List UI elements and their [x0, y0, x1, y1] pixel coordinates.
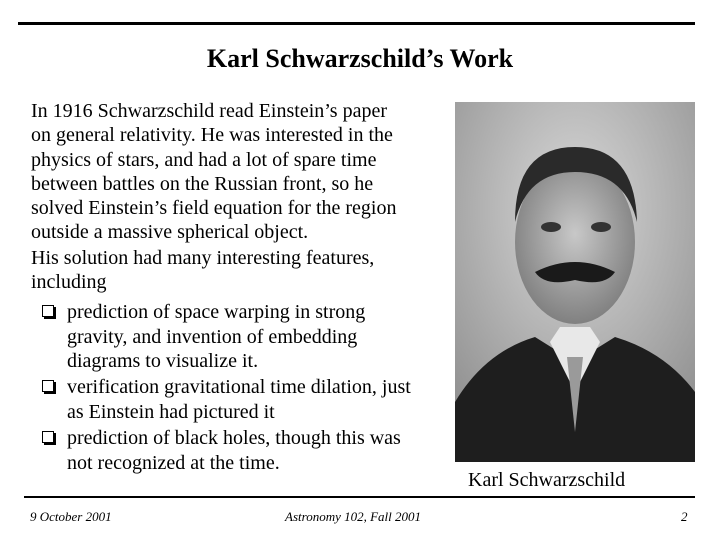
checkbox-bullet-icon: [42, 431, 54, 443]
bullet-line: not recognized at the time.: [67, 452, 280, 474]
text-line: His solution had many interesting features,: [31, 247, 375, 269]
bullet-line: prediction of black holes, though this was: [67, 427, 401, 449]
slide-title: Karl Schwarzschild’s Work: [206, 44, 514, 73]
bullet-line: as Einstein had pictured it: [67, 401, 275, 423]
text-line: solved Einstein’s field equation for the region: [31, 197, 397, 219]
bullet-line: verification gravitational time dilation, just: [67, 376, 411, 398]
bottom-rule: [24, 496, 695, 498]
checkbox-bullet-icon: [42, 380, 54, 392]
bullet-line: gravity, and invention of embedding: [67, 326, 358, 348]
bullet-line: prediction of space warping in strong: [67, 301, 366, 323]
text-line: between battles on the Russian front, so he: [31, 173, 374, 195]
text-line: In 1916 Schwarzschild read Einstein’s paper: [31, 100, 388, 122]
portrait-photo: [455, 102, 695, 462]
bullet-line: diagrams to visualize it.: [67, 350, 259, 372]
page-number: 2: [681, 509, 688, 524]
checkbox-bullet-icon: [42, 305, 54, 317]
text-line: including: [31, 271, 107, 293]
text-line: on general relativity. He was interested in the: [31, 124, 393, 146]
footer-date: 9 October 2001: [30, 509, 112, 524]
footer-course: Astronomy 102, Fall 2001: [285, 509, 422, 524]
text-line: outside a massive spherical object.: [31, 221, 309, 243]
text-line: physics of stars, and had a lot of spare time: [31, 149, 377, 171]
photo-caption: Karl Schwarzschild: [468, 469, 626, 491]
top-rule: [18, 22, 695, 25]
